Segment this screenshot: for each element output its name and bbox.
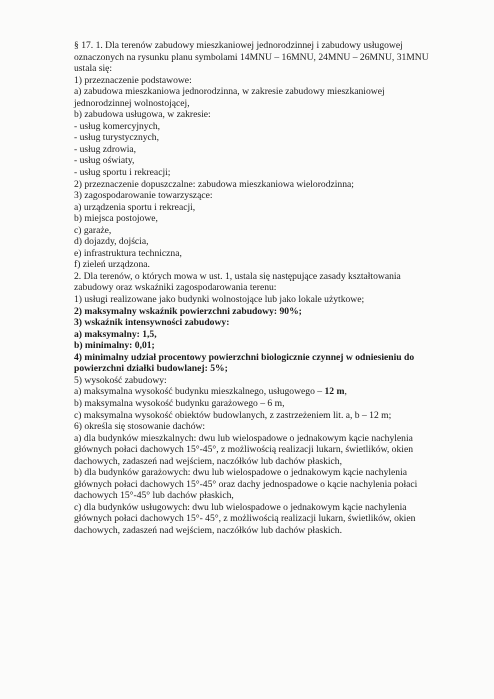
- text-line: głównych połaci dachowych 15°- 45°, z możliwością realizacji lukarn, świetlików, okien: [74, 513, 416, 525]
- text-line: f) zieleń urządzona.: [74, 259, 150, 271]
- text-line: jednorodzinnej wolnostojącej,: [74, 97, 190, 109]
- text-line: b) maksymalna wysokość budynku garażowego – 6 m,: [74, 397, 285, 409]
- text-line: - usług komercyjnych,: [74, 120, 161, 132]
- text-line: głównych połaci dachowych 15°-45° oraz dachy jednospadowe o kącie nachylenia połaci: [74, 478, 418, 490]
- text-line: a) dla budynków mieszkalnych: dwu lub wielospadowe o jednakowym kącie nachylenia: [74, 432, 413, 444]
- text-line: ustala się:: [74, 63, 113, 75]
- text-line: a) zabudowa mieszkaniowa jednorodzinna, w zakresie zabudowy mieszkaniowej: [74, 86, 385, 98]
- text-line-bold: 3) wskaźnik intensywności zabudowy:: [74, 317, 230, 329]
- text-line-bold: 4) minimalny udział procentowy powierzchni biologicznie czynnej w odniesieniu do: [74, 351, 415, 363]
- text-line: b) dla budynków garażowych: dwu lub wielospadowe o jednakowym kącie nachylenia: [74, 467, 408, 479]
- text-line: c) maksymalna wysokość obiektów budowlanych, z zastrzeżeniem lit. a, b – 12 m;: [74, 409, 392, 421]
- text-line: 2) przeznaczenie dopuszczalne: zabudowa mieszkaniowa wielorodzinna;: [74, 178, 354, 190]
- text-line: głównych połaci dachowych 15°-45°, z możliwością realizacji lukarn, świetlików, okien: [74, 444, 413, 456]
- text-line: b) zabudowa usługowa, w zakresie:: [74, 109, 211, 121]
- text-line: - usług turystycznych,: [74, 132, 159, 144]
- text-line: 1) usługi realizowane jako budynki wolnostojące lub jako lokale użytkowe;: [74, 294, 365, 306]
- text-line-bold: a) maksymalny: 1,5,: [74, 328, 157, 340]
- text-line: 1) przeznaczenie podstawowe:: [74, 74, 192, 86]
- text-line: - usług sportu i rekreacji;: [74, 167, 171, 179]
- text-line-bold: powierzchni działki budowlanej: 5%;: [74, 363, 228, 375]
- text-line-bold: b) minimalny: 0,01;: [74, 340, 155, 352]
- text-line: zabudowy oraz wskaźniki zagospodarowania terenu:: [74, 282, 277, 294]
- text-line: oznaczonych na rysunku planu symbolami 14MNU – 16MNU, 24MNU – 26MNU, 31MNU: [74, 51, 429, 63]
- text-line: dachowych 15°-45° lub dachów płaskich,: [74, 490, 234, 502]
- text-line: 3) zagospodarowanie towarzyszące:: [74, 190, 213, 202]
- text-fragment: a) maksymalna wysokość budynku mieszkalnego, usługowego –: [74, 386, 325, 398]
- text-line-bold: 2) maksymalny wskaźnik powierzchni zabudowy: 90%;: [74, 305, 302, 317]
- text-line: c) dla budynków usługowych: dwu lub wielospadowe o jednakowym kącie nachylenia: [74, 501, 407, 513]
- text-line: - usług zdrowia,: [74, 143, 137, 155]
- text-line: - usług oświaty,: [74, 155, 135, 167]
- text-line: a) urządzenia sportu i rekreacji,: [74, 201, 196, 213]
- text-line: 2. Dla terenów, o których mowa w ust. 1, ustala się następujące zasady kształtowania: [74, 270, 401, 282]
- text-line: dachowych, zadaszeń nad wejściem, naczółków lub dachów płaskich.: [74, 524, 342, 536]
- text-line: 5) wysokość zabudowy:: [74, 374, 167, 386]
- text-line: 6) określa się stosowanie dachów:: [74, 421, 206, 433]
- text-line: dachowych, zadaszeń nad wejściem, naczółków lub dachów płaskich,: [74, 455, 342, 467]
- text-line: § 17. 1. Dla terenów zabudowy mieszkaniowej jednorodzinnej i zabudowy usługowej: [74, 40, 403, 51]
- text-line: c) garaże,: [74, 224, 112, 236]
- text-line-mixed: [74, 386, 449, 398]
- document-body: [74, 40, 449, 537]
- text-fragment: ,: [344, 386, 347, 398]
- text-line: e) infrastruktura techniczna,: [74, 247, 182, 259]
- text-fragment-bold: 12 m: [324, 386, 345, 398]
- text-line: d) dojazdy, dojścia,: [74, 236, 149, 248]
- text-line: b) miejsca postojowe,: [74, 213, 158, 225]
